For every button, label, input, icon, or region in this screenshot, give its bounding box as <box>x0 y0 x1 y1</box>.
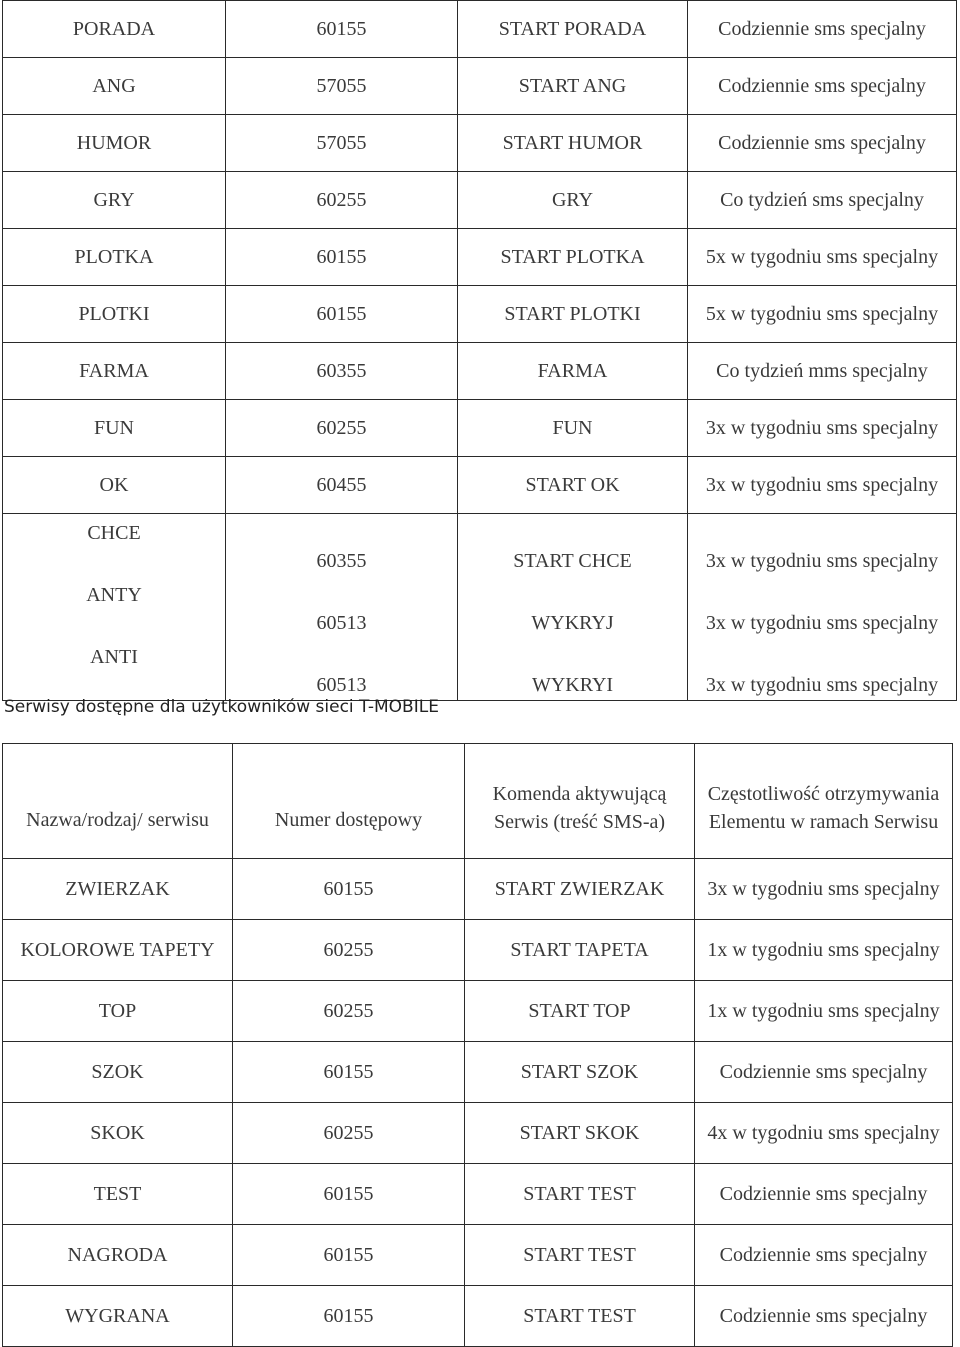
activation-command: GRY <box>458 172 688 229</box>
table-header-row <box>3 744 953 859</box>
header-activation-command-line1: Komenda aktywującą <box>492 783 667 805</box>
table-row <box>3 920 953 981</box>
header-activation-command <box>465 744 695 859</box>
service-name: HUMOR <box>3 115 226 172</box>
table-row <box>3 1042 953 1103</box>
access-number: 60355 <box>226 343 458 400</box>
table-row <box>3 1286 953 1347</box>
service-name: ZWIERZAK <box>3 859 233 920</box>
header-frequency-line2: Elementu w ramach Serwisu <box>708 811 939 833</box>
activation-command: START SZOK <box>465 1042 695 1103</box>
activation-command: WYKRYJ <box>458 576 688 638</box>
table-row <box>3 457 957 514</box>
activation-command: FARMA <box>458 343 688 400</box>
frequency: 3x w tygodniu sms specjalny <box>695 859 953 920</box>
frequency: Codziennie sms specjalny <box>695 1042 953 1103</box>
service-name: FARMA <box>3 343 226 400</box>
header-activation-command-line2: Serwis (treść SMS-a) <box>493 811 666 833</box>
frequency: 5x w tygodniu sms specjalny <box>688 286 957 343</box>
service-name: OK <box>3 457 226 514</box>
table-row <box>3 229 957 286</box>
access-number: 60255 <box>233 920 465 981</box>
frequency: Co tydzień sms specjalny <box>688 172 957 229</box>
frequency: Codziennie sms specjalny <box>688 58 957 115</box>
table-row <box>3 576 957 638</box>
access-number: 60155 <box>226 286 458 343</box>
table-row <box>3 286 957 343</box>
access-number: 60255 <box>233 1103 465 1164</box>
activation-command: START TEST <box>465 1286 695 1347</box>
access-number: 60155 <box>233 1225 465 1286</box>
frequency: 3x w tygodniu sms specjalny <box>688 400 957 457</box>
activation-command: START SKOK <box>465 1103 695 1164</box>
frequency: Codziennie sms specjalny <box>695 1164 953 1225</box>
header-service-name: Nazwa/rodzaj/ serwisu <box>3 744 233 859</box>
service-name: WYGRANA <box>3 1286 233 1347</box>
access-number: 60155 <box>233 1164 465 1225</box>
table-row <box>3 400 957 457</box>
service-name: ANTY <box>3 576 226 638</box>
table-row <box>3 514 957 577</box>
header-access-number: Numer dostępowy <box>233 744 465 859</box>
service-name: KOLOROWE TAPETY <box>3 920 233 981</box>
activation-command: START TEST <box>465 1164 695 1225</box>
frequency: 1x w tygodniu sms specjalny <box>695 981 953 1042</box>
frequency: 5x w tygodniu sms specjalny <box>688 229 957 286</box>
access-number: 60355 <box>226 514 458 577</box>
access-number: 60155 <box>226 229 458 286</box>
access-number: 57055 <box>226 115 458 172</box>
frequency: 3x w tygodniu sms specjalny <box>688 514 957 577</box>
frequency: 4x w tygodniu sms specjalny <box>695 1103 953 1164</box>
service-name: ANG <box>3 58 226 115</box>
table-row <box>3 343 957 400</box>
access-number: 60513 <box>226 576 458 638</box>
services-table-top <box>2 0 957 701</box>
access-number: 57055 <box>226 58 458 115</box>
frequency: 3x w tygodniu sms specjalny <box>688 457 957 514</box>
service-name: CHCE <box>3 514 226 577</box>
activation-command: FUN <box>458 400 688 457</box>
table-row <box>3 115 957 172</box>
access-number: 60255 <box>233 981 465 1042</box>
service-name: PLOTKI <box>3 286 226 343</box>
frequency: Codziennie sms specjalny <box>688 115 957 172</box>
service-name: SKOK <box>3 1103 233 1164</box>
service-name: FUN <box>3 400 226 457</box>
table-row <box>3 1164 953 1225</box>
activation-command: START TAPETA <box>465 920 695 981</box>
access-number: 60255 <box>226 400 458 457</box>
activation-command: START ZWIERZAK <box>465 859 695 920</box>
table-row <box>3 1225 953 1286</box>
service-name: TEST <box>3 1164 233 1225</box>
service-name: TOP <box>3 981 233 1042</box>
frequency: 3x w tygodniu sms specjalny <box>688 638 957 701</box>
frequency: Codziennie sms specjalny <box>695 1286 953 1347</box>
services-table-tmobile <box>2 743 953 1347</box>
access-number: 60455 <box>226 457 458 514</box>
frequency: 1x w tygodniu sms specjalny <box>695 920 953 981</box>
table-row <box>3 859 953 920</box>
activation-command: START HUMOR <box>458 115 688 172</box>
access-number: 60155 <box>233 859 465 920</box>
activation-command: START PLOTKI <box>458 286 688 343</box>
activation-command: START PORADA <box>458 1 688 58</box>
access-number: 60155 <box>226 1 458 58</box>
activation-command: START CHCE <box>458 514 688 577</box>
header-frequency-line1: Częstotliwość otrzymywania <box>707 783 940 805</box>
service-name: ANTI <box>3 638 226 701</box>
activation-command: START ANG <box>458 58 688 115</box>
section-caption: Serwisy dostępne dla użytkowników sieci T-MOBILE <box>4 697 439 717</box>
header-frequency <box>695 744 953 859</box>
frequency: Codziennie sms specjalny <box>688 1 957 58</box>
table-row <box>3 638 957 701</box>
service-name: NAGRODA <box>3 1225 233 1286</box>
service-name: GRY <box>3 172 226 229</box>
service-name: PORADA <box>3 1 226 58</box>
frequency: Co tydzień mms specjalny <box>688 343 957 400</box>
table-row <box>3 1 957 58</box>
access-number: 60513 <box>226 638 458 701</box>
service-name: PLOTKA <box>3 229 226 286</box>
activation-command: START PLOTKA <box>458 229 688 286</box>
table-row <box>3 981 953 1042</box>
table-row <box>3 58 957 115</box>
table-row <box>3 1103 953 1164</box>
access-number: 60155 <box>233 1042 465 1103</box>
frequency: 3x w tygodniu sms specjalny <box>688 576 957 638</box>
access-number: 60155 <box>233 1286 465 1347</box>
table-row <box>3 172 957 229</box>
activation-command: START TEST <box>465 1225 695 1286</box>
frequency: Codziennie sms specjalny <box>695 1225 953 1286</box>
activation-command: START OK <box>458 457 688 514</box>
access-number: 60255 <box>226 172 458 229</box>
activation-command: WYKRYI <box>458 638 688 701</box>
service-name: SZOK <box>3 1042 233 1103</box>
activation-command: START TOP <box>465 981 695 1042</box>
